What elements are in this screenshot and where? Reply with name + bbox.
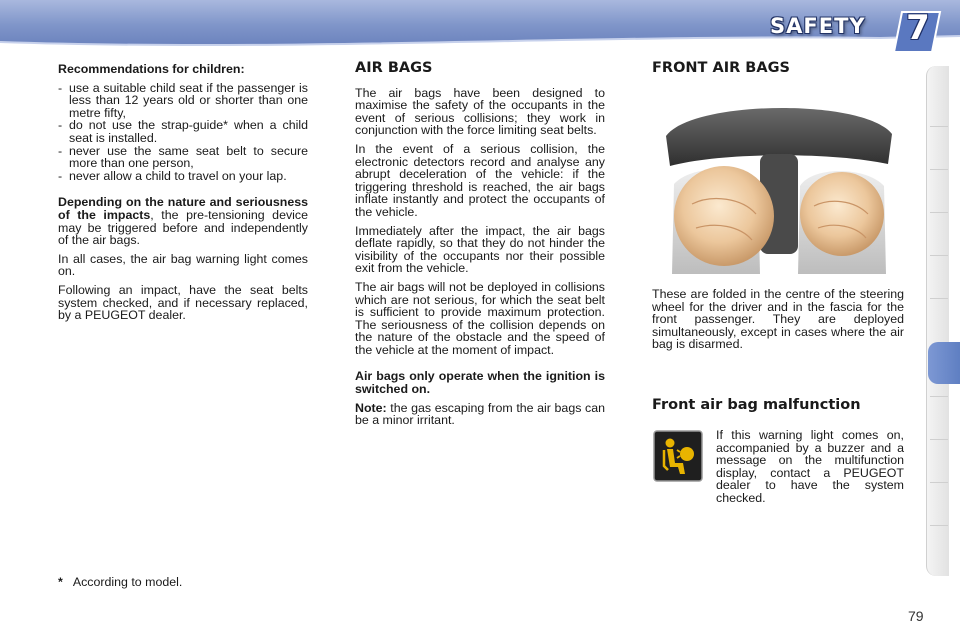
air-bags-paragraph-3: Immediately after the impact, the air bags deflate rapidly, so that they do not hinder the visibility of the occupants nor their possible exit from the vehicle.: [355, 223, 605, 276]
list-item: - never allow a child to travel on your lap.: [58, 168, 287, 183]
footnote-text: According to model.: [72, 575, 183, 589]
tab-separator: [930, 126, 948, 127]
chapter-tabs: [926, 66, 960, 576]
impacts-paragraph: Depending on the nature and seriousness of the impacts, the pre-tensioning device may be triggered before and independently of the air bags.: [58, 195, 308, 248]
page-number: 79: [908, 608, 924, 624]
list-item: - use a suitable child seat if the passenger is less than 12 years old or shorter than one metre fifty,: [58, 80, 308, 120]
tab-separator: [930, 212, 948, 213]
chapter-number: 7: [906, 8, 930, 48]
following-impact-paragraph: Following an impact, have the seat belts system checked, and if necessary replaced, by a PEUGEOT dealer.: [58, 282, 308, 323]
tab-separator: [930, 298, 948, 299]
column-front-air-bags: [652, 62, 904, 87]
airbag-warning-light-icon: [653, 430, 703, 482]
gas-note: Note: the gas escaping from the air bags can be a minor irritant.: [355, 400, 605, 428]
children-heading: Recommendations for children:: [58, 62, 245, 76]
air-bags-paragraph-4: The air bags will not be deployed in collisions which are not serious, for which the seat belt is sufficient to provide maximum protection. The seriousness of the collision depends on the nature of the obstacle and the speed of the vehicle at the moment of impact.: [355, 279, 605, 357]
tab-separator: [930, 525, 948, 526]
tab-strip: [926, 66, 949, 576]
air-bags-paragraph-1: The air bags have been designed to maximise the safety of the occupants in the event of serious collisions; they work in conjunction with the force limiting seat belts.: [355, 85, 605, 138]
air-bags-paragraph-2: In the event of a serious collision, the electronic detectors record and analyse any abrupt deceleration of the vehicle: if the triggering threshold is reached, the air bags inflate instantly and protect the occupants of the vehicle.: [355, 141, 605, 219]
front-air-bags-title: FRONT AIR BAGS: [652, 60, 790, 76]
front-airbags-illustration: [652, 94, 904, 274]
list-item: - do not use the strap-guide* when a child seat is installed.: [58, 118, 308, 145]
tab-separator: [930, 482, 948, 483]
footnote-marker: *: [58, 575, 63, 589]
list-item: - never use the same seat belt to secure more than one person,: [58, 143, 308, 171]
front-air-bags-description: These are folded in the centre of the steering wheel for the driver and in the fascia for the front passenger. They are deployed simultaneously, except in cases where the air bag is disarmed.: [652, 287, 904, 352]
air-bags-title: AIR BAGS: [355, 60, 433, 76]
tab-separator: [930, 439, 948, 440]
column-air-bags: [355, 62, 605, 433]
warning-light-paragraph: In all cases, the air bag warning light comes on.: [58, 251, 308, 279]
footnote: [58, 575, 182, 589]
malfunction-title: Front air bag malfunction: [652, 397, 861, 413]
tab-separator: [930, 396, 948, 397]
children-list: [58, 82, 308, 183]
tab-separator: [930, 255, 948, 256]
chapter-title: SAFETY: [770, 14, 866, 38]
tab-separator: [930, 169, 948, 170]
column-children: [58, 63, 308, 328]
malfunction-description: If this warning light comes on, accompanied by a buzzer and a message on the multifunction display, contact a PEUGEOT dealer to have the system checked.: [716, 428, 904, 505]
ignition-note: Air bags only operate when the ignition is switched on.: [355, 369, 605, 397]
tab-active-chapter[interactable]: [928, 342, 960, 384]
